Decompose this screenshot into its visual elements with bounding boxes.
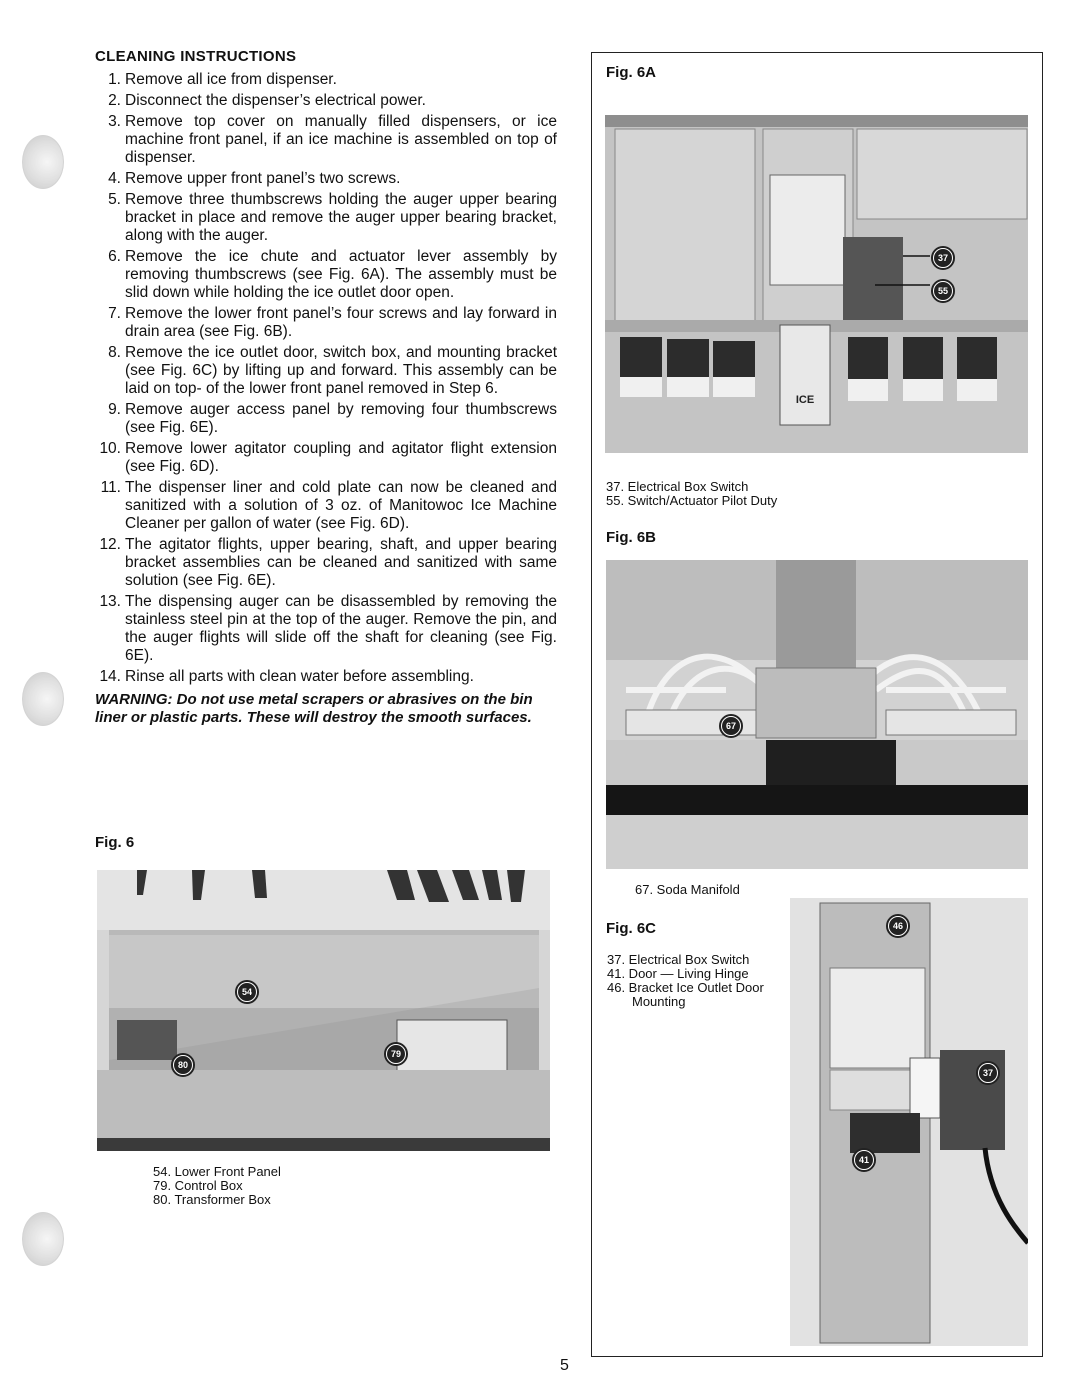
ice-label: ICE (795, 394, 815, 406)
callout-46: 46 (886, 914, 910, 938)
callout-37: 37 (931, 246, 955, 270)
callout-54: 54 (235, 980, 259, 1004)
step-item: 14. Rinse all parts with clean water before assembling. (99, 668, 474, 685)
binder-hole-middle (22, 672, 64, 726)
step-item: 12. The agitator flights, upper bearing, shaft, and upper bearing bracket assemblies can be cleaned and sanitized with same solution (see Fig. 6E). (99, 536, 557, 589)
cleaning-instructions (95, 48, 557, 727)
step-item: 7. Remove the lower front panel’s four screws and lay forward in drain area (see Fig. 6B). (108, 305, 557, 340)
step-item: 13. The dispensing auger can be disassembled by removing the stainless steel pin at the top of the auger. Remove the pin, and the auger flights will slide off the shaft for cleaning (see Fig. 6E). (99, 593, 557, 664)
fig6-caption: 54. Lower Front Panel 79. Control Box 80. Transformer Box (153, 1164, 281, 1207)
section-heading: CLEANING INSTRUCTIONS (95, 48, 297, 65)
callout-41: 41 (852, 1148, 876, 1172)
fig6b-illustration (606, 560, 1028, 869)
binder-hole-bottom (22, 1212, 64, 1266)
fig6a-label: Fig. 6A (606, 64, 657, 81)
fig6-illustration (97, 870, 550, 1151)
step-item: 1. Remove all ice from dispenser. (108, 71, 337, 88)
step-item: 5. Remove three thumbscrews holding the auger upper bearing bracket in place and remove the auger upper bearing bracket, along with the auger. (108, 191, 557, 244)
callout-80: 80 (171, 1053, 195, 1077)
fig6b-photo (606, 560, 1028, 869)
callout-55: 55 (931, 279, 955, 303)
step-item: 8. Remove the ice outlet door, switch box, and mounting bracket (see Fig. 6C) by lifting up and forward. This assembly can be laid on top- of the lower front panel removed in Step 6. (108, 344, 557, 397)
steps-list (95, 71, 557, 686)
step-item: 2. Disconnect the dispenser’s electrical power. (108, 92, 426, 109)
step-item: 4. Remove upper front panel’s two screws. (108, 170, 401, 187)
fig6c-label: Fig. 6C (606, 920, 657, 937)
step-item: 11. The dispenser liner and cold plate can now be cleaned and sanitized with a solution of 3 oz. of Manitowoc Ice Machine Cleaner per gallon of water (see Fig. 6D). (100, 479, 557, 532)
step-item: 6. Remove the ice chute and actuator lever assembly by removing thumbscrews (see Fig. 6A). The assembly must be slid down while holding the ice outlet door open. (108, 248, 557, 301)
fig6a-illustration (605, 115, 1028, 453)
fig6c-caption: 37. Electrical Box Switch 41. Door — Living Hinge 46. Bracket Ice Outlet Door Mounting (607, 952, 764, 1009)
page-number: 5 (560, 1357, 569, 1374)
callout-67: 67 (719, 714, 743, 738)
fig6-photo (97, 870, 550, 1151)
warning-text: WARNING: Do not use metal scrapers or abrasives on the bin liner or plastic parts. These will destroy the smooth surfaces. (95, 691, 533, 726)
step-item: 10. Remove lower agitator coupling and agitator flight extension (see Fig. 6D). (99, 440, 557, 475)
fig6c-illustration (790, 898, 1028, 1346)
fig6c-photo (790, 898, 1028, 1346)
fig6-label: Fig. 6 (95, 834, 135, 851)
callout-37: 37 (976, 1061, 1000, 1085)
binder-hole-top (22, 135, 64, 189)
fig6b-label: Fig. 6B (606, 529, 657, 546)
fig6b-caption: 67. Soda Manifold (635, 882, 740, 897)
step-item: 9. Remove auger access panel by removing four thumbscrews (see Fig. 6E). (108, 401, 557, 436)
fig6a-photo (605, 115, 1028, 453)
step-item: 3. Remove top cover on manually filled dispensers, or ice machine front panel, if an ice machine is assembled on top of dispenser. (108, 113, 557, 166)
fig6a-caption: 37. Electrical Box Switch 55. Switch/Actuator Pilot Duty (606, 479, 778, 508)
callout-79: 79 (384, 1042, 408, 1066)
